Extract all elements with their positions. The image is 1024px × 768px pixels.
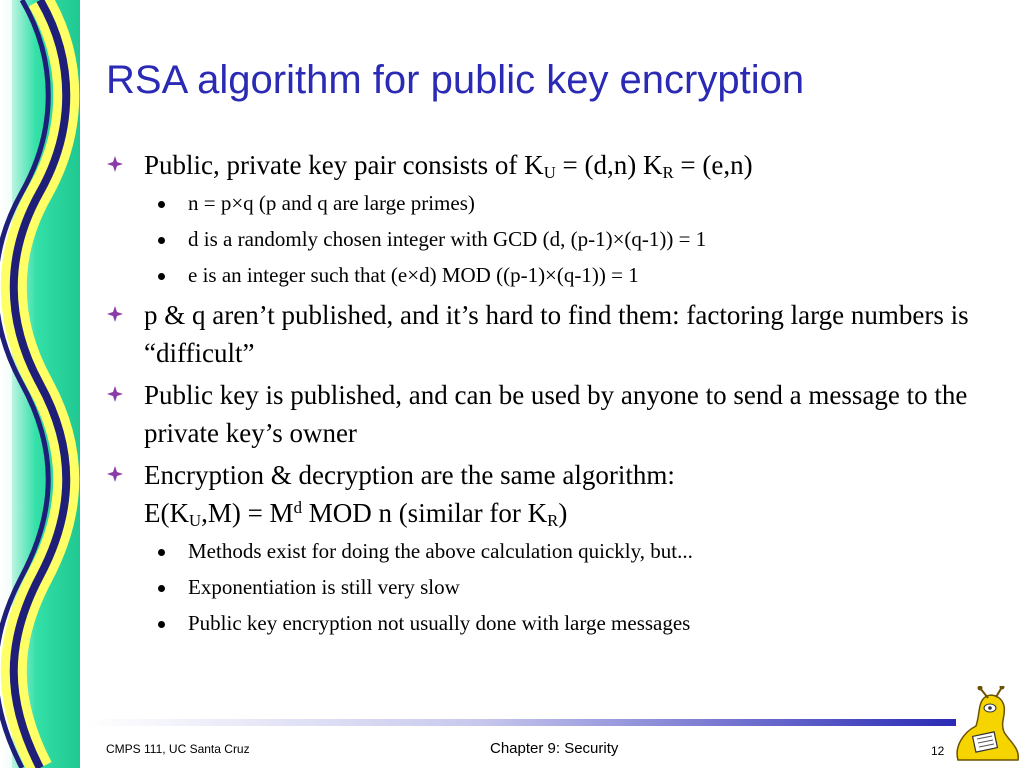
sub-bullet-item: [105, 572, 985, 602]
bullet-text: R: [662, 163, 674, 183]
sub-bullet-item: [105, 608, 985, 638]
footer-chapter: Chapter 9: Security: [490, 740, 619, 757]
sub-bullet-item: [105, 188, 985, 218]
sub-bullet-text: e is an integer such that (e×d) MOD ((p-1)×(q-1)) = 1: [188, 263, 639, 287]
sub-bullet-text: Exponentiation is still very slow: [188, 575, 460, 599]
footer-course: CMPS 111, UC Santa Cruz: [106, 742, 250, 756]
sub-bullet-text: Methods exist for doing the above calculation quickly, but...: [188, 539, 693, 563]
dot-bullet-icon: [158, 621, 165, 628]
bullet-text: = (d,n) K: [555, 150, 663, 180]
sub-bullet-item: [105, 260, 985, 290]
dot-bullet-icon: [158, 201, 165, 208]
banana-slug-mascot-icon: [950, 686, 1024, 766]
bullet-item: [105, 146, 985, 184]
bullet-item: [105, 376, 985, 452]
sub-bullet-item: [105, 536, 985, 566]
bullet-text: U: [188, 511, 202, 531]
sub-bullet-item: [105, 224, 985, 254]
sub-bullet-text: Public key encryption not usually done with large messages: [188, 611, 691, 635]
bullet-text: d: [293, 497, 302, 517]
bullet-item: [105, 456, 985, 532]
page-number: 12: [931, 744, 945, 758]
bullet-text: R: [547, 511, 559, 531]
bullet-text: p & q aren’t published, and it’s hard to find them: factoring large numbers is “difficult”: [144, 300, 969, 368]
diamond-star-icon: [107, 306, 123, 322]
bullet-text: ,M) = M: [201, 498, 294, 528]
dot-bullet-icon: [158, 549, 165, 556]
left-wave-border: [0, 0, 90, 768]
dot-bullet-icon: [158, 585, 165, 592]
dot-bullet-icon: [158, 273, 165, 280]
sub-bullet-text: d is a randomly chosen integer with GCD (d, (p-1)×(q-1)) = 1: [188, 227, 707, 251]
bullet-text: Public, private key pair consists of K: [144, 150, 544, 180]
bullet-text: = (e,n): [673, 150, 753, 180]
diamond-star-icon: [107, 386, 123, 402]
diamond-star-icon: [107, 466, 123, 482]
bullet-text: E(K: [144, 498, 189, 528]
diamond-star-icon: [107, 156, 123, 172]
bullet-text: MOD n (similar for K: [301, 498, 548, 528]
bullet-text: ): [558, 498, 568, 528]
footer-divider: [86, 719, 956, 726]
slide-body: [105, 146, 985, 644]
bullet-text: Public key is published, and can be used by anyone to send a message to the private key’s owner: [144, 380, 968, 448]
slide-title: RSA algorithm for public key encryption: [106, 58, 805, 102]
bullet-text: U: [543, 163, 556, 183]
bullet-item: [105, 296, 985, 372]
sub-bullet-text: n = p×q (p and q are large primes): [188, 191, 475, 215]
dot-bullet-icon: [158, 237, 165, 244]
bullet-text: Encryption & decryption are the same algorithm:: [144, 460, 675, 490]
